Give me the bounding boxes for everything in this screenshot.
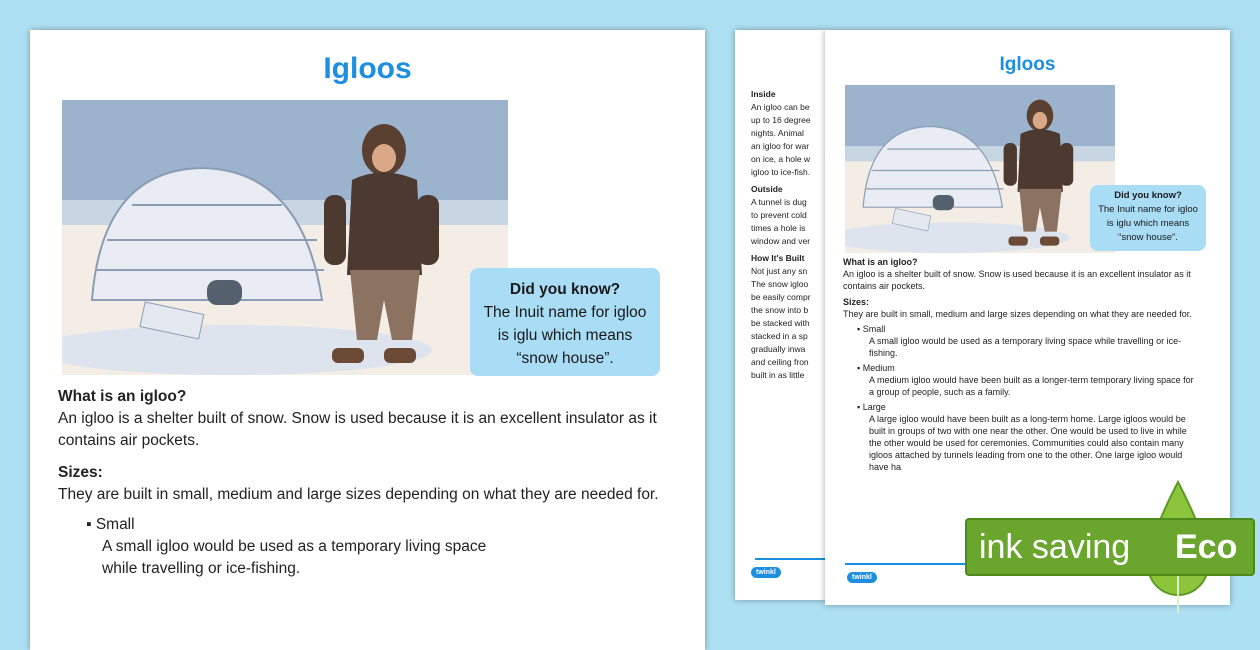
- worksheet-page-2: [735, 30, 825, 600]
- section-heading: How It's Built: [751, 253, 805, 263]
- section-text: They are built in small, medium and large sizes depending on what they are needed for.: [58, 486, 659, 503]
- item-text: A small igloo would be used as a temporary living space while travelling or ice-fishing.: [869, 336, 1182, 358]
- footer-line: [755, 558, 825, 560]
- section-heading: Sizes:: [58, 464, 103, 481]
- item-name: Small: [95, 516, 135, 533]
- eco-text: Eco: [1175, 528, 1238, 566]
- worksheet-page-1: [30, 30, 705, 650]
- text-line: and ceiling fron: [751, 357, 809, 367]
- text-line: stacked in a sp: [751, 331, 808, 341]
- text-line: gradually inwa: [751, 344, 806, 354]
- text-line: up to 16 degree: [751, 115, 811, 125]
- list-item: ▪ Small A small igloo would be used as a temporary living space while travelling or ice-fishing.: [86, 514, 506, 580]
- text-line: nights. Animal: [751, 128, 804, 138]
- callout-text: The Inuit name for igloo is iglu which means “snow house”.: [483, 304, 647, 367]
- section-heading: Sizes:: [843, 297, 870, 307]
- igloo-illustration: [62, 100, 508, 375]
- text-line: The snow igloo: [751, 279, 809, 289]
- text-line: built in as little: [751, 370, 805, 380]
- twinkl-logo: twinkl: [751, 567, 781, 578]
- page-title: Igloos: [323, 52, 412, 85]
- section-text: An igloo is a shelter built of snow. Snow is used because it is an excellent insulator as it contains air pockets.: [843, 269, 1191, 291]
- text-line: An igloo can be: [751, 102, 810, 112]
- section-text: They are built in small, medium and large sizes depending on what they are needed for.: [843, 309, 1192, 319]
- callout-heading: Did you know?: [1114, 190, 1182, 201]
- text-line: times a hole is: [751, 223, 806, 233]
- ink-saving-label: [965, 518, 1255, 576]
- text-line: be stacked with: [751, 318, 810, 328]
- text-line: igloo to ice-fish.: [751, 167, 811, 177]
- text-line: on ice, a hole w: [751, 154, 811, 164]
- item-text: A small igloo would be used as a temporary living space while travelling or ice-fishing.: [102, 538, 487, 577]
- section-text: An igloo is a shelter built of snow. Snow is used because it is an excellent insulator as it contains air pockets.: [58, 410, 657, 449]
- text-line: Not just any sn: [751, 266, 808, 276]
- callout-text: The Inuit name for igloo is iglu which means “snow house”.: [1098, 204, 1198, 243]
- badge-text: ink saving: [979, 528, 1131, 566]
- text-line: an igloo for war: [751, 141, 810, 151]
- text-line: be easily compr: [751, 292, 811, 302]
- page-title: Igloos: [999, 54, 1056, 75]
- ink-saving-eco-badge: [965, 480, 1260, 600]
- list-item: ▪ Medium A medium igloo would have been built as a longer-term temporary living space for a group of people, such as a family.: [857, 362, 1197, 398]
- text-line: window and ver: [751, 236, 811, 246]
- did-you-know-callout: [1090, 185, 1206, 251]
- twinkl-logo: twinkl: [847, 572, 877, 583]
- section-heading: Inside: [751, 89, 776, 99]
- item-name: Medium: [862, 363, 895, 373]
- list-item: ▪ Large A large igloo would have been built as a long-term home. Large igloos would be built in groups of two with one near the other. One would be used to live in while the other would be used for ceremonies. Communities could also contain many igloos attached by tunnels leading from one to the other. One large igloo would have ha: [857, 401, 1197, 473]
- page-2-text: [751, 84, 811, 382]
- section-heading: What is an igloo?: [58, 388, 187, 405]
- item-text: A large igloo would have been built as a long-term home. Large igloos would be built in groups of two with one near the other. One would be used to live in while the other would be used for ceremonies. Communities could also contain many igloos attached by tunnels leading from one to the other. One large igloo would have ha: [869, 414, 1187, 472]
- text-line: A tunnel is dug: [751, 197, 807, 207]
- item-name: Small: [862, 324, 886, 334]
- item-text: A medium igloo would have been built as a longer-term temporary living space for a group of people, such as a family.: [869, 375, 1194, 397]
- list-item: ▪ Small A small igloo would be used as a temporary living space while travelling or ice-fishing.: [857, 323, 1197, 359]
- section-heading: Outside: [751, 184, 783, 194]
- text-line: the snow into b: [751, 305, 809, 315]
- item-name: Large: [862, 402, 886, 412]
- section-heading: What is an igloo?: [843, 257, 918, 267]
- did-you-know-callout: [470, 268, 660, 376]
- callout-heading: Did you know?: [509, 281, 621, 298]
- igloo-illustration: [845, 85, 1115, 253]
- text-line: to prevent cold: [751, 210, 807, 220]
